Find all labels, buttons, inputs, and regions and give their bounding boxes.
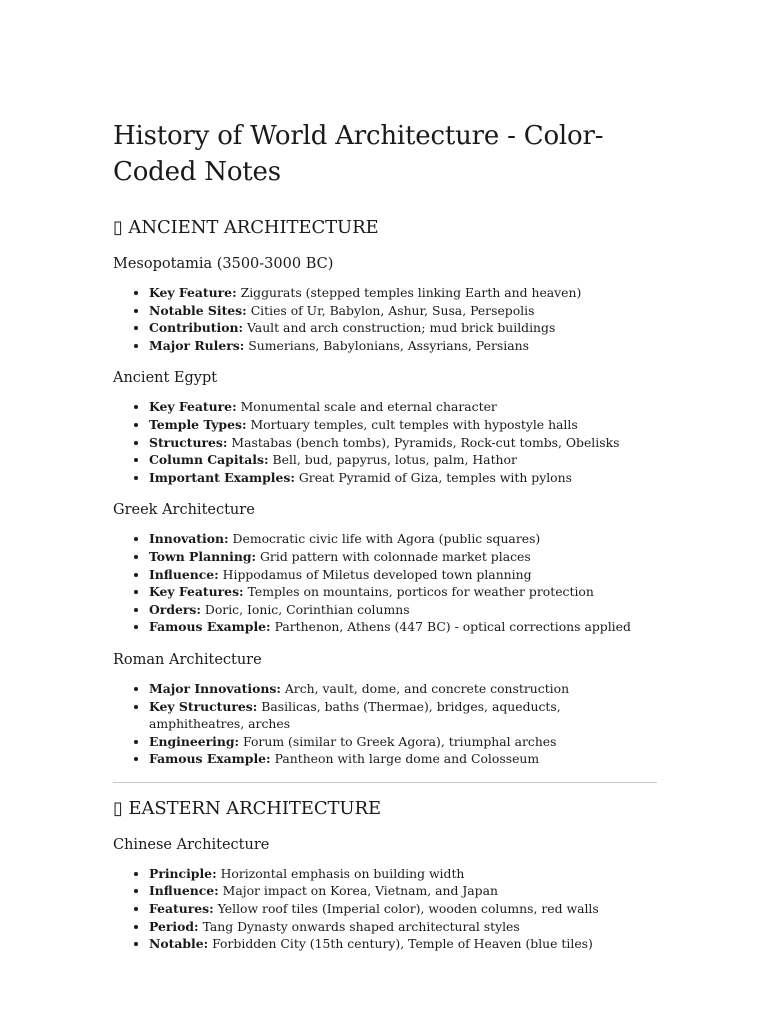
item-label: Features:: [149, 901, 214, 917]
list-item: [149, 319, 657, 337]
item-text: Yellow roof tiles (Imperial color), wooden columns, red walls: [217, 901, 599, 917]
item-text: Democratic civic life with Agora (public squares): [232, 531, 541, 547]
item-text: Monumental scale and eternal character: [240, 399, 497, 415]
list-item: [149, 583, 657, 601]
item-label: Principle:: [149, 865, 217, 881]
list-item: [149, 750, 657, 768]
list-item: [149, 548, 657, 566]
item-text: Cities of Ur, Babylon, Ashur, Susa, Persepolis: [250, 302, 535, 318]
subsection-heading: Roman Architecture: [113, 651, 262, 668]
list-item: [149, 284, 657, 302]
item-label: Period:: [149, 918, 199, 934]
list-item: [149, 434, 657, 452]
subsection-heading: Mesopotamia (3500-3000 BC): [113, 256, 334, 272]
section-divider: [113, 782, 657, 783]
item-text: Horizontal emphasis on building width: [220, 865, 465, 881]
list-item: [149, 900, 657, 918]
item-label: Famous Example:: [149, 619, 271, 635]
item-text: Arch, vault, dome, and concrete construction: [284, 680, 570, 696]
item-text: Grid pattern with colonnade market places: [260, 548, 531, 564]
subsection-heading: Chinese Architecture: [113, 836, 270, 853]
item-text: Major impact on Korea, Vietnam, and Japan: [222, 883, 498, 899]
item-label: Influence:: [149, 566, 219, 582]
item-text: Mastabas (bench tombs), Pyramids, Rock-cut tombs, Obelisks: [231, 434, 620, 450]
item-label: Famous Example:: [149, 751, 271, 767]
list-item: [149, 469, 657, 487]
item-label: Innovation:: [149, 531, 229, 547]
item-text: Temples on mountains, porticos for weather protection: [247, 584, 594, 600]
list-item: [149, 865, 657, 883]
section-heading: ▯ ANCIENT ARCHITECTURE: [113, 217, 379, 238]
list-item: [149, 601, 657, 619]
page-title: History of World Architecture - Color-Coded Notes: [113, 121, 604, 187]
bullet-list: [113, 284, 657, 354]
list-item: [149, 398, 657, 416]
item-label: Key Feature:: [149, 285, 237, 300]
item-label: Engineering:: [149, 733, 240, 749]
bullet-list: [113, 398, 657, 486]
item-text: Doric, Ionic, Corinthian columns: [204, 601, 410, 617]
item-label: Key Structures:: [149, 698, 258, 714]
item-text: Parthenon, Athens (447 BC) - optical corrections applied: [274, 619, 631, 635]
subsection-heading: Ancient Egypt: [113, 370, 218, 387]
item-text: Hippodamus of Miletus developed town planning: [222, 566, 532, 582]
item-text: Forbidden City (15th century), Temple of Heaven (blue tiles): [212, 936, 593, 952]
item-text: Mortuary temples, cult temples with hypostyle halls: [250, 416, 578, 432]
item-text: Basilicas, baths (Thermae), bridges, aqueducts, amphitheatres, arches: [149, 698, 561, 732]
item-text: Vault and arch construction; mud brick buildings: [247, 320, 556, 336]
item-label: Orders:: [149, 601, 201, 617]
bullet-list: [113, 680, 657, 768]
item-label: Contribution:: [149, 320, 244, 336]
item-text: Sumerians, Babylonians, Assyrians, Persians: [248, 337, 529, 353]
list-item: [149, 680, 657, 698]
subsection-heading: Greek Architecture: [113, 502, 255, 519]
list-item: [149, 337, 657, 355]
item-text: Ziggurats (stepped temples linking Earth and heaven): [240, 285, 582, 300]
item-label: Major Rulers:: [149, 337, 245, 353]
item-text: Tang Dynasty onwards shaped architectural styles: [202, 918, 520, 934]
item-label: Key Features:: [149, 584, 244, 600]
item-label: Notable:: [149, 936, 209, 952]
item-label: Structures:: [149, 434, 228, 450]
bullet-list: [113, 530, 657, 636]
list-item: [149, 566, 657, 584]
item-label: Major Innovations:: [149, 680, 281, 696]
item-label: Notable Sites:: [149, 302, 247, 318]
item-text: Great Pyramid of Giza, temples with pylons: [298, 469, 572, 485]
bullet-list: [113, 865, 657, 953]
item-label: Town Planning:: [149, 548, 257, 564]
section-heading: ▯ EASTERN ARCHITECTURE: [113, 797, 381, 819]
list-item: [149, 618, 657, 636]
item-text: Bell, bud, papyrus, lotus, palm, Hathor: [272, 452, 517, 468]
list-item: [149, 918, 657, 936]
list-item: [149, 416, 657, 434]
item-label: Key Feature:: [149, 399, 237, 415]
item-text: Pantheon with large dome and Colosseum: [274, 751, 540, 767]
item-label: Important Examples:: [149, 469, 295, 485]
list-item: [149, 935, 657, 953]
item-label: Influence:: [149, 883, 219, 899]
list-item: [149, 530, 657, 548]
list-item: [149, 302, 657, 320]
item-text: Forum (similar to Greek Agora), triumphal arches: [243, 733, 557, 749]
list-item: [149, 882, 657, 900]
item-label: Column Capitals:: [149, 452, 269, 468]
list-item: [149, 733, 657, 751]
list-item: [149, 698, 657, 733]
list-item: [149, 451, 657, 469]
item-label: Temple Types:: [149, 416, 247, 432]
document-content: [113, 216, 657, 953]
